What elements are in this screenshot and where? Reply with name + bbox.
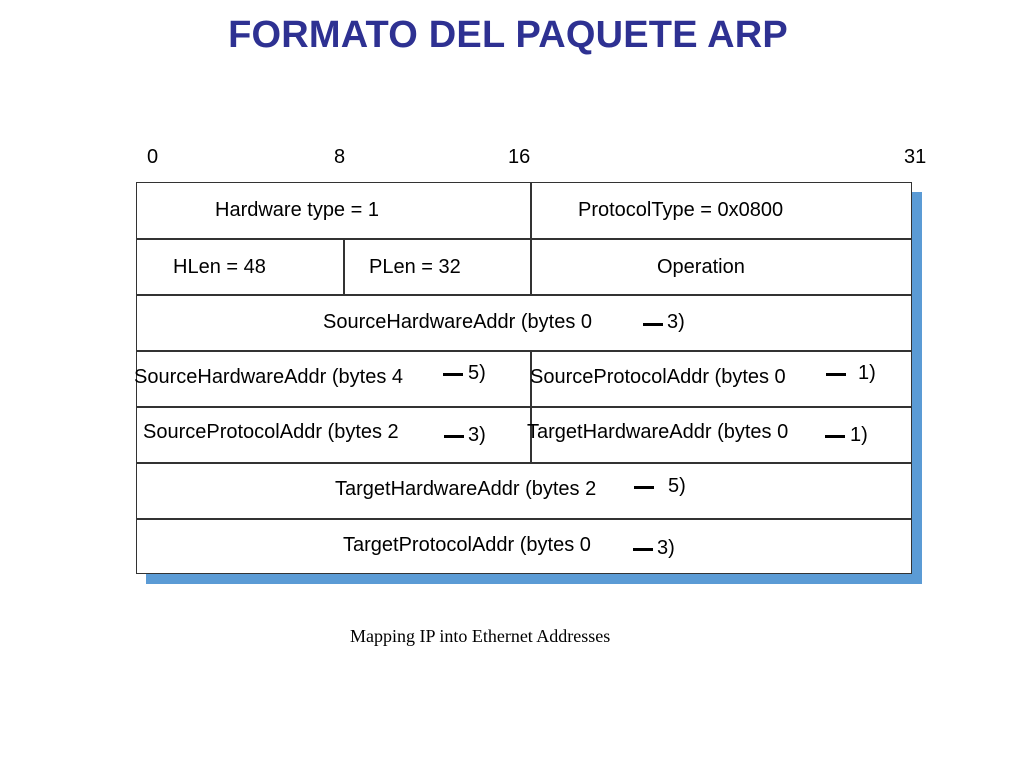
field-source-proto-addr-2-3-end: 3) (468, 424, 486, 446)
range-dash (826, 373, 846, 376)
bit-label-0: 0 (147, 146, 159, 168)
field-source-proto-addr-0-1: SourceProtocolAddr (bytes 0 (530, 366, 786, 388)
field-source-hw-addr-0-3: SourceHardwareAddr (bytes 0 (323, 311, 593, 333)
range-dash (633, 548, 653, 551)
column-divider-8 (343, 239, 345, 295)
range-dash (443, 373, 463, 376)
field-source-hw-addr-4-5: SourceHardwareAddr (bytes 4 (134, 366, 404, 388)
row-divider (137, 406, 912, 408)
field-target-proto-addr-0-3-end: 3) (657, 537, 675, 559)
page-title: FORMATO DEL PAQUETE ARP (228, 14, 788, 56)
field-operation: Operation (657, 256, 745, 278)
range-dash (643, 323, 663, 326)
bit-label-16: 16 (508, 146, 531, 168)
column-divider-16 (530, 183, 532, 295)
field-hardware-type: Hardware type = 1 (215, 199, 379, 221)
row-divider (137, 462, 912, 464)
row-divider (137, 518, 912, 520)
field-source-hw-addr-0-3-end: 3) (667, 311, 685, 333)
field-protocol-type: ProtocolType = 0x0800 (578, 199, 784, 221)
field-target-hw-addr-0-1-end: 1) (850, 424, 868, 446)
bit-label-31: 31 (904, 146, 927, 168)
field-hlen: HLen = 48 (173, 256, 266, 278)
field-target-hw-addr-2-5-end: 5) (668, 475, 686, 497)
range-dash (825, 435, 845, 438)
field-source-proto-addr-2-3: SourceProtocolAddr (bytes 2 (143, 421, 399, 443)
field-source-proto-addr-0-1-end: 1) (858, 362, 876, 384)
field-target-hw-addr-0-1: TargetHardwareAddr (bytes 0 (527, 421, 789, 443)
field-source-hw-addr-4-5-end: 5) (468, 362, 486, 384)
row-divider (137, 350, 912, 352)
range-dash (444, 435, 464, 438)
range-dash (634, 486, 654, 489)
field-target-hw-addr-2-5: TargetHardwareAddr (bytes 2 (335, 478, 597, 500)
field-target-proto-addr-0-3: TargetProtocolAddr (bytes 0 (343, 534, 591, 556)
figure-caption: Mapping IP into Ethernet Addresses (350, 626, 611, 646)
bit-label-8: 8 (334, 146, 346, 168)
row-divider (137, 294, 912, 296)
row-divider (137, 238, 912, 240)
field-plen: PLen = 32 (369, 256, 461, 278)
